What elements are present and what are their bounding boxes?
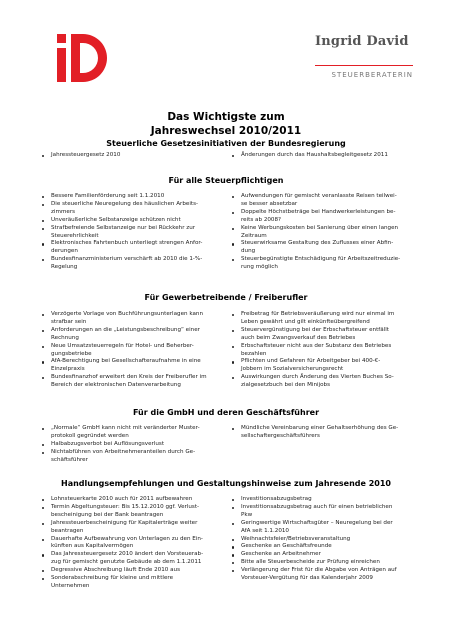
bullet-text-line: Geschenke an Geschäftsfreunde bbox=[241, 543, 332, 550]
id-monogram-logo-icon bbox=[57, 32, 109, 84]
document-title-line-2: Jahreswechsel 2010/2011 bbox=[150, 125, 302, 137]
bullet-text-line: Sonderabschreibung für kleine und mittlere bbox=[51, 575, 174, 582]
bullet-text-line: Pflichten und Gefahren für Arbeitgeber bei 400-€- bbox=[241, 358, 381, 365]
section-1-right-list bbox=[230, 152, 408, 160]
bullet-item bbox=[40, 225, 230, 241]
bullet-item bbox=[230, 152, 408, 160]
bullet-text-line: Investitionsabzugsbetrag auch für einen betrieblichen bbox=[241, 503, 393, 510]
bullet-item bbox=[40, 343, 230, 359]
section-title-year-end-recommendations: Handlungsempfehlungen und Gestaltungshinweise zum Jahresende 2010 bbox=[61, 479, 391, 488]
bullet-text-line: Pkw bbox=[241, 511, 253, 518]
bullet-text-line: Änderungen durch das Haushaltsbegleitgesetz 2011 bbox=[241, 152, 388, 158]
bullet-item bbox=[40, 536, 230, 552]
bullet-text-line: Weihnachtsfeier/Betriebsveranstaltung bbox=[241, 535, 351, 542]
bullet-text-line: Bundesfinanzministerium verschärft ab 2010 die 1-%- bbox=[51, 256, 203, 263]
section-4-right-list bbox=[230, 425, 408, 441]
bullet-text-line: Vorsteuer-Vergütung für das Kalenderjahr 2009 bbox=[241, 575, 373, 582]
bullet-item bbox=[230, 543, 408, 551]
bullet-text-line: künften aus Kapitalvermögen bbox=[51, 543, 134, 550]
section-2-left-list bbox=[40, 193, 230, 272]
bullet-item bbox=[40, 217, 230, 225]
bullet-text-line: Unveräußerliche Selbstanzeige schützen nicht bbox=[51, 216, 181, 223]
bullet-item bbox=[230, 504, 408, 520]
bullet-item bbox=[40, 311, 230, 327]
bullet-text-line: strafbar sein bbox=[51, 318, 87, 325]
bullet-text-line: Einzelpraxis bbox=[51, 366, 85, 373]
section-title-gmbh-directors: Für die GmbH und deren Geschäftsführer bbox=[132, 408, 320, 417]
bullet-text-line: Zeitraum bbox=[241, 232, 267, 239]
bullet-text-line: zug für gemischt genutzte Gebäude ab dem 1.1.2011 bbox=[51, 559, 202, 566]
bullet-item bbox=[230, 209, 408, 225]
bullet-text-line: Die steuerliche Neuregelung des häuslichen Arbeits- bbox=[51, 200, 199, 207]
bullet-text-line: Aufwendungen für gemischt veranlasste Reisen teilwei- bbox=[241, 193, 397, 199]
bullet-text-line: Steuerehrlichkeit bbox=[51, 232, 99, 239]
bullet-text-line: dung bbox=[241, 248, 256, 255]
bullet-item bbox=[40, 374, 230, 390]
bullet-text-line: Verlängerung der Frist für die Abgabe von Anträgen auf bbox=[241, 567, 397, 574]
bullet-item bbox=[40, 441, 230, 449]
bullet-text-line: Keine Werbungskosten bei Sanierung über einen langen bbox=[241, 224, 399, 231]
bullet-text-line: bescheinigung bei der Bank beantragen bbox=[51, 511, 164, 518]
bullet-text-line: Jahressteuerbescheinigung für Kapitalerträge weiter bbox=[51, 519, 198, 526]
bullet-text-line: rung möglich bbox=[241, 264, 278, 271]
bullet-item bbox=[230, 327, 408, 343]
bullet-text-line: Jahressteuergesetz 2010 bbox=[51, 152, 121, 158]
bullet-text-line: AfA-Berechtigung bei Gesellschafteraufnahme in eine bbox=[51, 358, 201, 365]
bullet-item bbox=[230, 193, 408, 209]
bullet-item bbox=[230, 559, 408, 567]
section-5-left-list bbox=[40, 496, 230, 591]
bullet-text-line: Unternehmen bbox=[51, 582, 90, 589]
bullet-item bbox=[40, 449, 230, 465]
bullet-text-line: Bundesfinanzhof erweitert den Kreis der Freiberufler im bbox=[51, 374, 207, 381]
bullet-item bbox=[230, 536, 408, 544]
bullet-text-line: Regelung bbox=[51, 264, 78, 271]
bullet-item bbox=[40, 201, 230, 217]
bullet-item bbox=[40, 567, 230, 575]
bullet-text-line: Bereich der elektronischen Datenverarbeitung bbox=[51, 382, 181, 389]
bullet-item bbox=[230, 496, 408, 504]
bullet-item bbox=[230, 311, 408, 327]
brand-tagline: STEUERBERATERIN bbox=[331, 71, 413, 79]
bullet-text-line: bezahlen bbox=[241, 350, 267, 357]
section-3-left-list bbox=[40, 311, 230, 390]
bullet-text-line: Bitte alle Steuerbescheide zur Prüfung einreichen bbox=[241, 559, 380, 566]
bullet-item bbox=[40, 240, 230, 256]
bullet-item bbox=[230, 343, 408, 359]
bullet-item bbox=[230, 240, 408, 256]
bullet-text-line: Mündliche Vereinbarung einer Gehaltserhöhung des Ge- bbox=[241, 425, 399, 431]
bullet-text-line: Leben gewährt und gilt einkünfteübergreifend bbox=[241, 318, 370, 325]
brand-divider bbox=[315, 65, 413, 66]
bullet-text-line: Geschenke an Arbeitnehmer bbox=[241, 551, 321, 558]
bullet-text-line: Dauerhafte Aufbewahrung von Unterlagen zu den Ein- bbox=[51, 535, 203, 542]
bullet-text-line: sellschaftergeschäftsführers bbox=[241, 432, 320, 439]
bullet-text-line: gungsbetriebe bbox=[51, 350, 92, 357]
section-title-all-taxpayers: Für alle Steuerpflichtigen bbox=[168, 176, 284, 185]
bullet-text-line: Elektronisches Fahrtenbuch unterliegt strengen Anfor- bbox=[51, 240, 203, 247]
bullet-text-line: Lohnsteuerkarte 2010 auch für 2011 aufbewahren bbox=[51, 496, 193, 502]
bullet-text-line: zialgesetzbuch bei den Minijobs bbox=[241, 382, 331, 389]
section-title-government-initiatives: Steuerliche Gesetzesinitiativen der Bundesregierung bbox=[106, 139, 346, 148]
bullet-text-line: derungen bbox=[51, 248, 78, 255]
bullet-text-line: Bessere Familienförderung seit 1.1.2010 bbox=[51, 193, 165, 199]
bullet-text-line: „Normale“ GmbH kann nicht mit veränderter Muster- bbox=[51, 425, 200, 431]
bullet-item bbox=[40, 193, 230, 201]
bullet-text-line: Termin Abgeltungsteuer: Bis 15.12.2010 ggf. Verlust- bbox=[51, 503, 200, 510]
bullet-text-line: Steuervergünstigung bei der Erbschaftsteuer entfällt bbox=[241, 326, 389, 333]
section-2-right-list bbox=[230, 193, 408, 272]
bullet-item bbox=[40, 152, 230, 160]
bullet-text-line: protokoll gegründet werden bbox=[51, 432, 129, 439]
section-5-right-list bbox=[230, 496, 408, 583]
bullet-text-line: Rechnung bbox=[51, 334, 79, 341]
bullet-text-line: Geringwertige Wirtschaftsgüter – Neuregelung bei der bbox=[241, 519, 393, 526]
bullet-text-line: auch beim Zwangsverkauf des Betriebes bbox=[241, 334, 356, 341]
bullet-item bbox=[230, 374, 408, 390]
bullet-item bbox=[40, 575, 230, 591]
brand-block bbox=[315, 34, 413, 79]
bullet-text-line: AfA seit 1.1.2010 bbox=[241, 527, 289, 534]
bullet-text-line: Neue Umsatzsteuerregeln für Hotel- und Beherber- bbox=[51, 342, 194, 349]
section-1-left-list bbox=[40, 152, 230, 160]
bullet-text-line: beantragen bbox=[51, 527, 84, 534]
bullet-text-line: se besser absetzbar bbox=[241, 200, 298, 207]
bullet-item bbox=[40, 327, 230, 343]
bullet-text-line: Auswirkungen durch Änderung des Vierten Buches So- bbox=[241, 374, 394, 381]
bullet-item bbox=[230, 520, 408, 536]
bullet-item bbox=[40, 425, 230, 441]
bullet-item bbox=[230, 256, 408, 272]
bullet-text-line: Halbabzugsverbot bei Auflösungsverlust bbox=[51, 440, 165, 447]
bullet-text-line: Das Jahressteuergesetz 2010 ändert den Vorsteuerab- bbox=[51, 551, 204, 558]
bullet-item bbox=[40, 358, 230, 374]
bullet-item bbox=[40, 256, 230, 272]
bullet-text-line: Verzögerte Vorlage von Buchführungsunterlagen kann bbox=[51, 311, 204, 317]
bullet-item bbox=[230, 225, 408, 241]
bullet-item bbox=[40, 496, 230, 504]
bullet-item bbox=[230, 425, 408, 441]
bullet-text-line: Freibetrag für Betriebsveräußerung wird nur einmal im bbox=[241, 311, 395, 317]
bullet-item bbox=[40, 520, 230, 536]
bullet-text-line: zimmers bbox=[51, 208, 76, 215]
bullet-text-line: reits ab 2008? bbox=[241, 216, 282, 223]
bullet-text-line: Degressive Abschreibung läuft Ende 2010 aus bbox=[51, 567, 181, 574]
brand-name: Ingrid David bbox=[315, 34, 409, 49]
section-3-right-list bbox=[230, 311, 408, 390]
document-title-line-1: Das Wichtigste zum bbox=[167, 111, 285, 123]
bullet-text-line: Doppelte Höchstbeträge bei Handwerkerleistungen be- bbox=[241, 208, 396, 215]
document-title bbox=[0, 110, 452, 138]
bullet-text-line: Anforderungen an die „Leistungsbeschreibung“ einer bbox=[51, 326, 200, 333]
bullet-item bbox=[230, 358, 408, 374]
bullet-item bbox=[230, 567, 408, 583]
section-4-left-list bbox=[40, 425, 230, 465]
bullet-item bbox=[40, 551, 230, 567]
bullet-item bbox=[230, 551, 408, 559]
bullet-text-line: Steuerwirksame Gestaltung des Zuflusses einer Abfin- bbox=[241, 240, 394, 247]
bullet-text-line: Erbschaftsteuer nicht aus der Substanz des Betriebes bbox=[241, 342, 392, 349]
bullet-text-line: Steuerbegünstigte Entschädigung für Arbeitszeitreduzie- bbox=[241, 256, 401, 263]
bullet-text-line: Jobbern im Sozialversicherungsrecht bbox=[241, 366, 344, 373]
bullet-text-line: schäftsführer bbox=[51, 456, 88, 463]
bullet-text-line: Investitionsabzugsbetrag bbox=[241, 496, 312, 502]
bullet-text-line: Nichtabführen von Arbeitnehmeranteilen durch Ge- bbox=[51, 448, 196, 455]
section-title-business-freelancers: Für Gewerbetreibende / Freiberufler bbox=[144, 293, 308, 302]
bullet-item bbox=[40, 504, 230, 520]
bullet-text-line: Strafbefreiende Selbstanzeige nur bei Rückkehr zur bbox=[51, 224, 196, 231]
